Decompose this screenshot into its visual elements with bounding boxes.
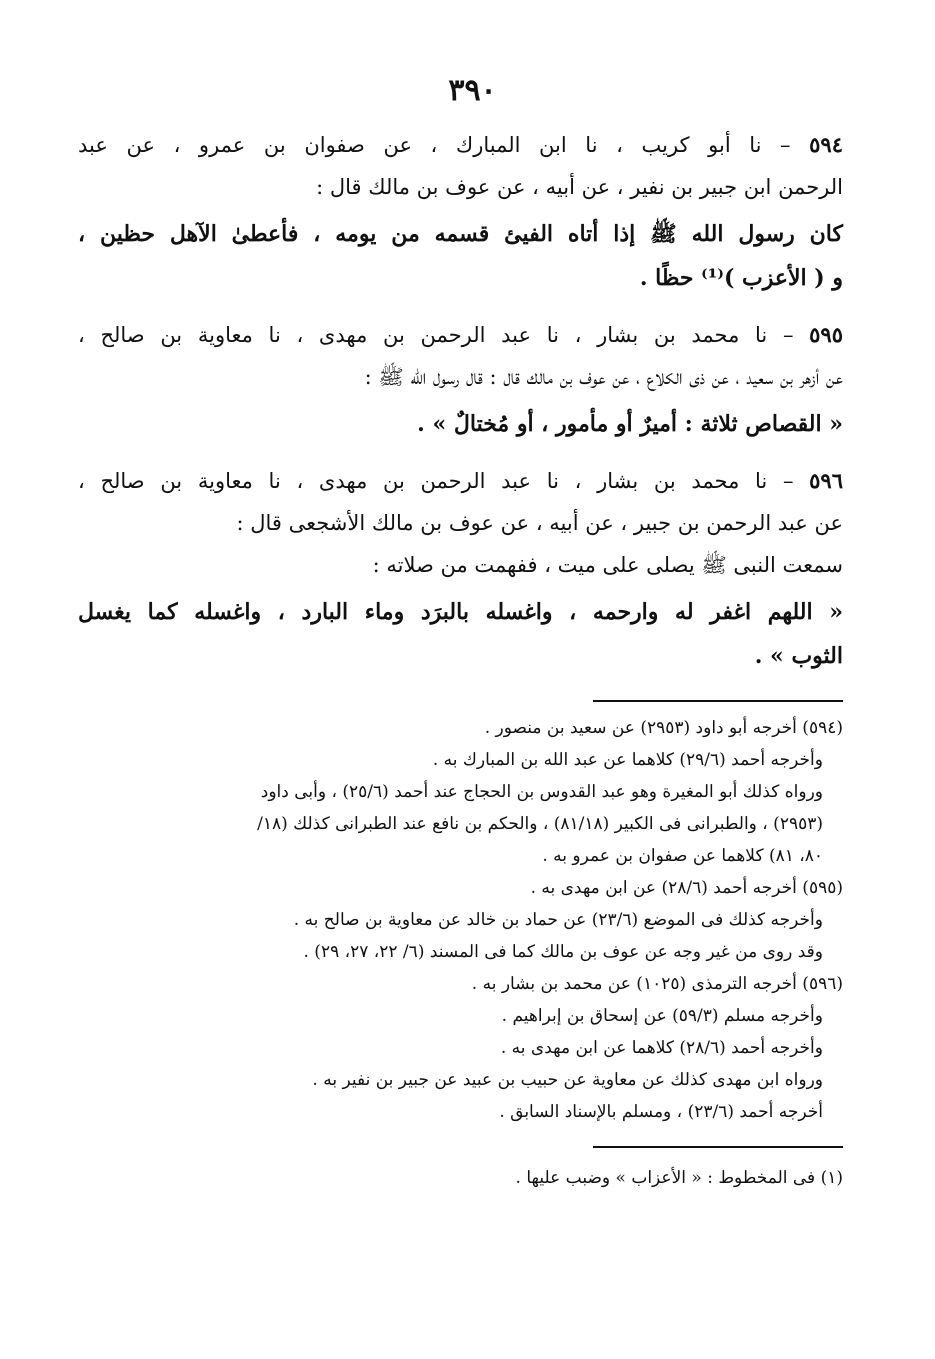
- isnad-line: [78, 314, 843, 356]
- takhrij-line: أخرجه أحمد (٢٣/٦) ، ومسلم بالإسناد السابق .: [499, 1102, 823, 1122]
- takhrij-notes: [78, 712, 843, 1128]
- isnad-text: – نا محمد بن بشار ، نا عبد الرحمن بن مهدى ، نا معاوية بن صالح ،: [78, 469, 794, 493]
- isnad-text: – نا محمد بن بشار ، نا عبد الرحمن بن مهدى ، نا معاوية بن صالح ،: [78, 323, 794, 347]
- takhrij-line: وأخرجه مسلم (٥٩/٣) عن إسحاق بن إبراهيم .: [501, 1006, 823, 1026]
- narration-line: سمعت النبى ﷺ يصلى على ميت ، ففهمت من صلاته :: [372, 553, 843, 577]
- separator-rule: [593, 700, 843, 702]
- takhrij-line: ورواه كذلك أبو المغيرة وهو عبد القدوس بن الحجاج عند أحمد (٢٥/٦) ، وأبى داود: [260, 782, 823, 802]
- takhrij-line: ٨٠، ٨١) كلاهما عن صفوان بن عمرو به .: [542, 846, 823, 866]
- isnad-line: [78, 124, 843, 166]
- matn-line: « القصاص ثلاثة : أميرٌ أو مأمور ، أو مُختالٌ » .: [417, 411, 843, 437]
- matn: [78, 402, 843, 446]
- takhrij-line: ورواه ابن مهدى كذلك عن معاوية عن حبيب بن عبيد عن جبير بن نفير به .: [312, 1070, 823, 1090]
- isnad-line: عن أزهر بن سعيد ، عن ذى الكلاع ، عن عوف بن مالك قال : قال رسول الله ﷺ :: [364, 365, 843, 389]
- matn-line: الثوب » .: [754, 643, 843, 669]
- hadith-594: [78, 124, 843, 300]
- matn-line: و ( الأعزب )⁽¹⁾ حظًا .: [639, 265, 843, 291]
- takhrij-line: وأخرجه أحمد (٢٩/٦) كلاهما عن عبد الله بن المبارك به .: [432, 750, 823, 770]
- hadith-number: ٥٩٦: [809, 468, 843, 493]
- takhrij-line: وأخرجه أحمد (٢٨/٦) كلاهما عن ابن مهدى به .: [500, 1038, 823, 1058]
- isnad-line: الرحمن ابن جبير بن نفير ، عن أبيه ، عن عوف بن مالك قال :: [316, 175, 843, 199]
- matn-line: « اللهم اغفر له وارحمه ، واغسله بالبرَد وماء البارد ، واغسله كما يغسل: [78, 599, 843, 625]
- hadith-595: [78, 314, 843, 446]
- footnote: (١) فى المخطوط : « الأعزاب » وضبب عليها .: [515, 1168, 843, 1188]
- isnad-line: عن عبد الرحمن بن جبير ، عن أبيه ، عن عوف بن مالك الأشجعى قال :: [236, 511, 843, 535]
- page-number: ٣٩٠: [448, 73, 497, 108]
- matn: [78, 590, 843, 678]
- takhrij-line: (٥٩٥) أخرجه أحمد (٢٨/٦) عن ابن مهدى به .: [530, 878, 843, 898]
- matn: [78, 212, 843, 300]
- book-page: [78, 72, 843, 1194]
- takhrij-line: وقد روى من غير وجه عن عوف بن مالك كما فى المسند (٦/ ٢٢، ٢٧، ٢٩) .: [303, 942, 823, 962]
- hadith-number: ٥٩٥: [809, 322, 843, 347]
- takhrij-line: وأخرجه كذلك فى الموضع (٢٣/٦) عن حماد بن خالد عن معاوية بن صالح به .: [293, 910, 823, 930]
- matn-line: كان رسول الله ﷺ إذا أتاه الفيئ قسمه من يومه ، فأعطىٰ الآهل حظين ،: [78, 221, 843, 247]
- takhrij-line: (٥٩٦) أخرجه الترمذى (١٠٢٥) عن محمد بن بشار به .: [471, 974, 843, 994]
- isnad-line: [78, 460, 843, 502]
- hadith-596: [78, 460, 843, 678]
- takhrij-line: (٥٩٤) أخرجه أبو داود (٢٩٥٣) عن سعيد بن منصور .: [484, 718, 843, 738]
- isnad-text: – نا أبو كريب ، نا ابن المبارك ، عن صفوان بن عمرو ، عن عبد: [78, 133, 791, 157]
- hadith-number: ٥٩٤: [809, 132, 843, 157]
- takhrij-line: (٢٩٥٣) ، والطبرانى فى الكبير (٨١/١٨) ، والحكم بن نافع عند الطبرانى كذلك (١٨/: [257, 814, 823, 834]
- separator-rule: [593, 1146, 843, 1148]
